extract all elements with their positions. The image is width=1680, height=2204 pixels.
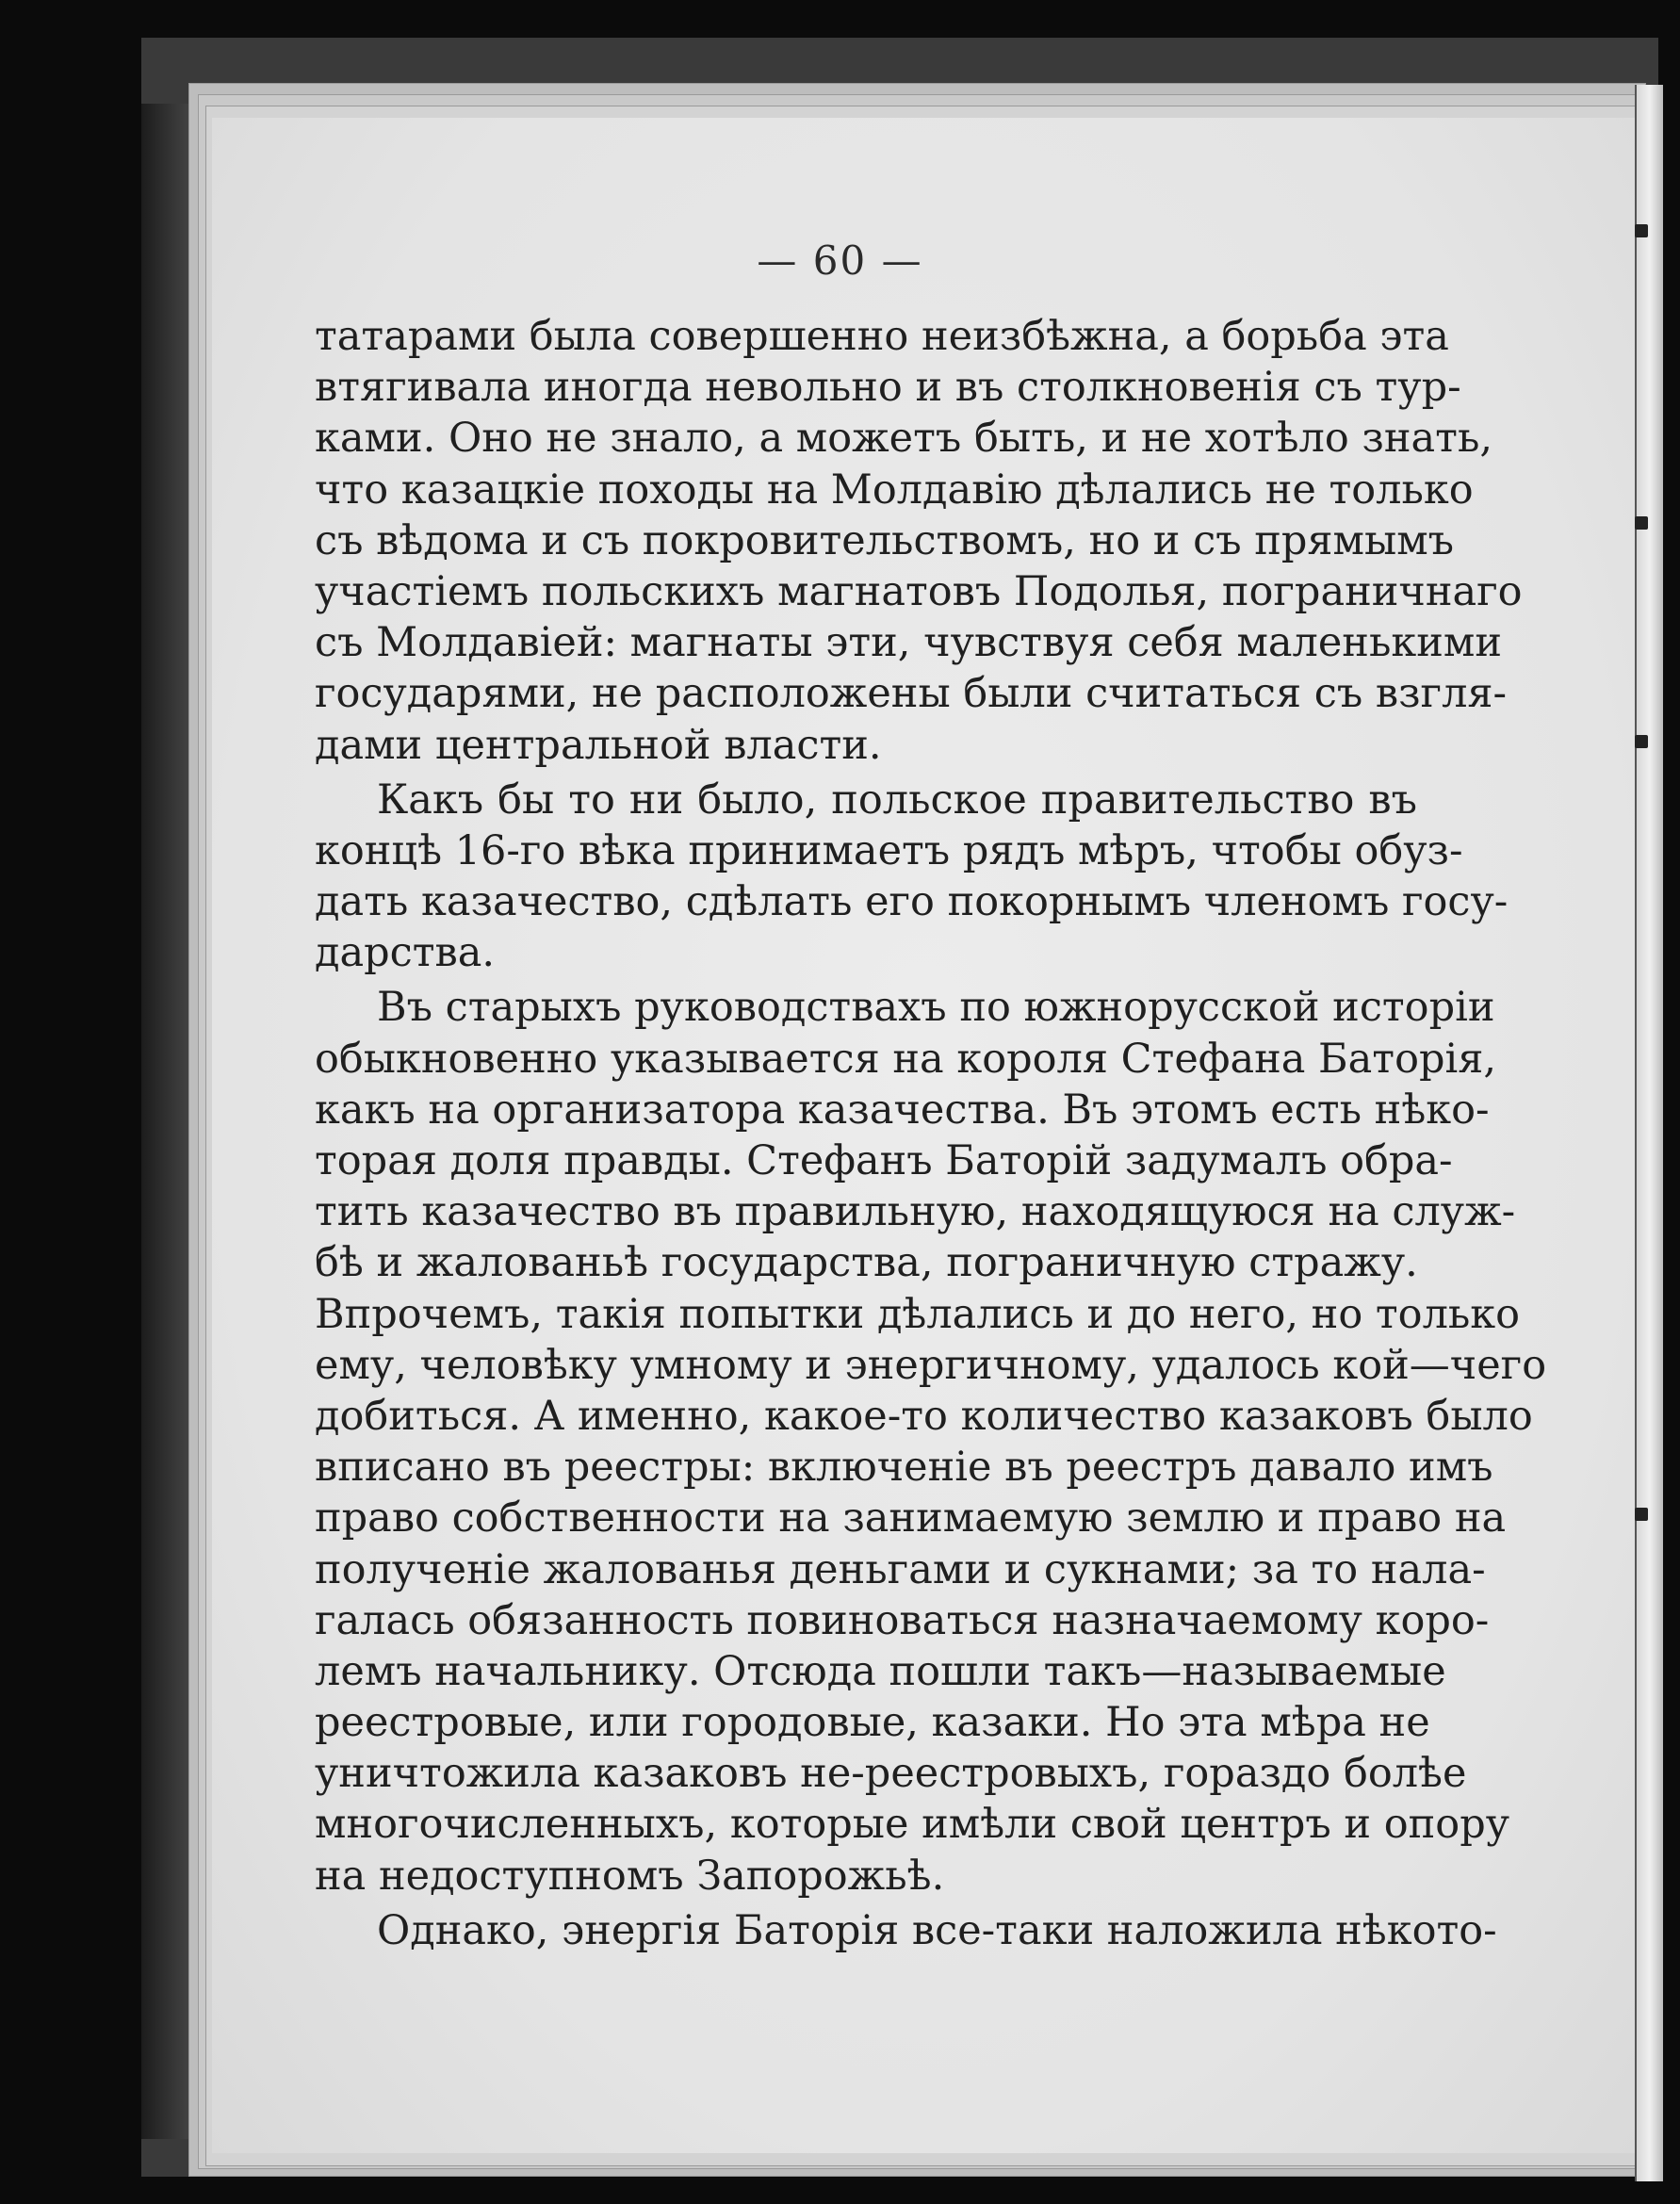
page-number: — 60 —: [757, 237, 923, 284]
text-line: государями, не расположены были считаться съ взгля-: [315, 670, 1508, 718]
text-line: лемъ начальнику. Отсюда пошли такъ—называемые: [315, 1647, 1446, 1695]
text-line: полученіе жалованья деньгами и сукнами; за то нала-: [315, 1545, 1486, 1593]
text-line: реестровые, или городовые, казаки. Но эта мѣра не: [315, 1699, 1430, 1747]
paragraph: [315, 982, 1547, 1901]
text-line: дами центральной власти.: [315, 721, 882, 769]
text-line: на недоступномъ Запорожьѣ.: [315, 1852, 945, 1900]
text-line: добиться. А именно, какое-то количество казаковъ было: [315, 1392, 1533, 1440]
text-line: торая доля правды. Стефанъ Баторій задумалъ обра-: [315, 1137, 1453, 1184]
paragraph: [315, 311, 1523, 771]
binding-clip: [1635, 224, 1648, 237]
text-line: ему, человѣку умному и энергичному, удалось кой—чего: [315, 1341, 1547, 1389]
text-line: дать казачество, сдѣлать его покорнымъ членомъ госу-: [315, 878, 1509, 926]
text-line: вписано въ реестры: включеніе въ реестръ давало имъ: [315, 1444, 1493, 1492]
text-line: съ вѣдома и съ покровительствомъ, но и съ прямымъ: [315, 516, 1455, 564]
text-line: концѣ 16-го вѣка принимаетъ рядъ мѣръ, чтобы обуз-: [315, 826, 1463, 874]
text-line: какъ на организатора казачества. Въ этомъ есть нѣко-: [315, 1086, 1490, 1134]
text-line: что казацкіе походы на Молдавію дѣлались не только: [315, 465, 1474, 514]
text-line: Какъ бы то ни было, польское правительство въ: [377, 775, 1417, 824]
text-line: ками. Оно не знало, а можетъ быть, и не хотѣло знать,: [315, 415, 1493, 463]
text-line: участіемъ польскихъ магнатовъ Подолья, пограничнаго: [315, 567, 1523, 615]
text-line: тить казачество въ правильную, находящуюся на служ-: [315, 1188, 1516, 1236]
text-line: втягивала иногда невольно и въ столкновенія съ тур-: [315, 364, 1461, 412]
text-line: Впрочемъ, такія попытки дѣлались и до него, но только: [315, 1290, 1521, 1338]
paragraph: [315, 1905, 1497, 1956]
text-line: уничтожила казаковъ не-реестровыхъ, гораздо болѣе: [315, 1750, 1467, 1798]
body-text: [315, 311, 1547, 1956]
text-line: обыкновенно указывается на короля Стефана Баторія,: [315, 1035, 1497, 1083]
page-right-edge: [1635, 85, 1663, 2181]
text-line: татарами была совершенно неизбѣжна, а борьба эта: [315, 313, 1449, 360]
text-line: Однако, энергія Баторія все-таки наложила нѣкото-: [377, 1906, 1497, 1954]
binding-clip: [1635, 735, 1648, 748]
text-line: многочисленныхъ, которые имѣли свой центръ и опору: [315, 1801, 1510, 1849]
text-line: съ Молдавіей: магнаты эти, чувствуя себя маленькими: [315, 619, 1503, 667]
text-line: Въ старыхъ руководствахъ по южнорусской исторіи: [377, 984, 1495, 1032]
text-line: право собственности на занимаемую землю и право на: [315, 1494, 1507, 1543]
text-line: бѣ и жалованьѣ государства, пограничную стражу.: [315, 1239, 1418, 1287]
binding-clip: [1635, 1508, 1648, 1521]
binding-clip: [1635, 516, 1648, 530]
paragraph: [315, 775, 1509, 979]
text-line: дарства.: [315, 929, 496, 977]
text-line: галась обязанность повиноваться назначаемому коро-: [315, 1596, 1490, 1644]
